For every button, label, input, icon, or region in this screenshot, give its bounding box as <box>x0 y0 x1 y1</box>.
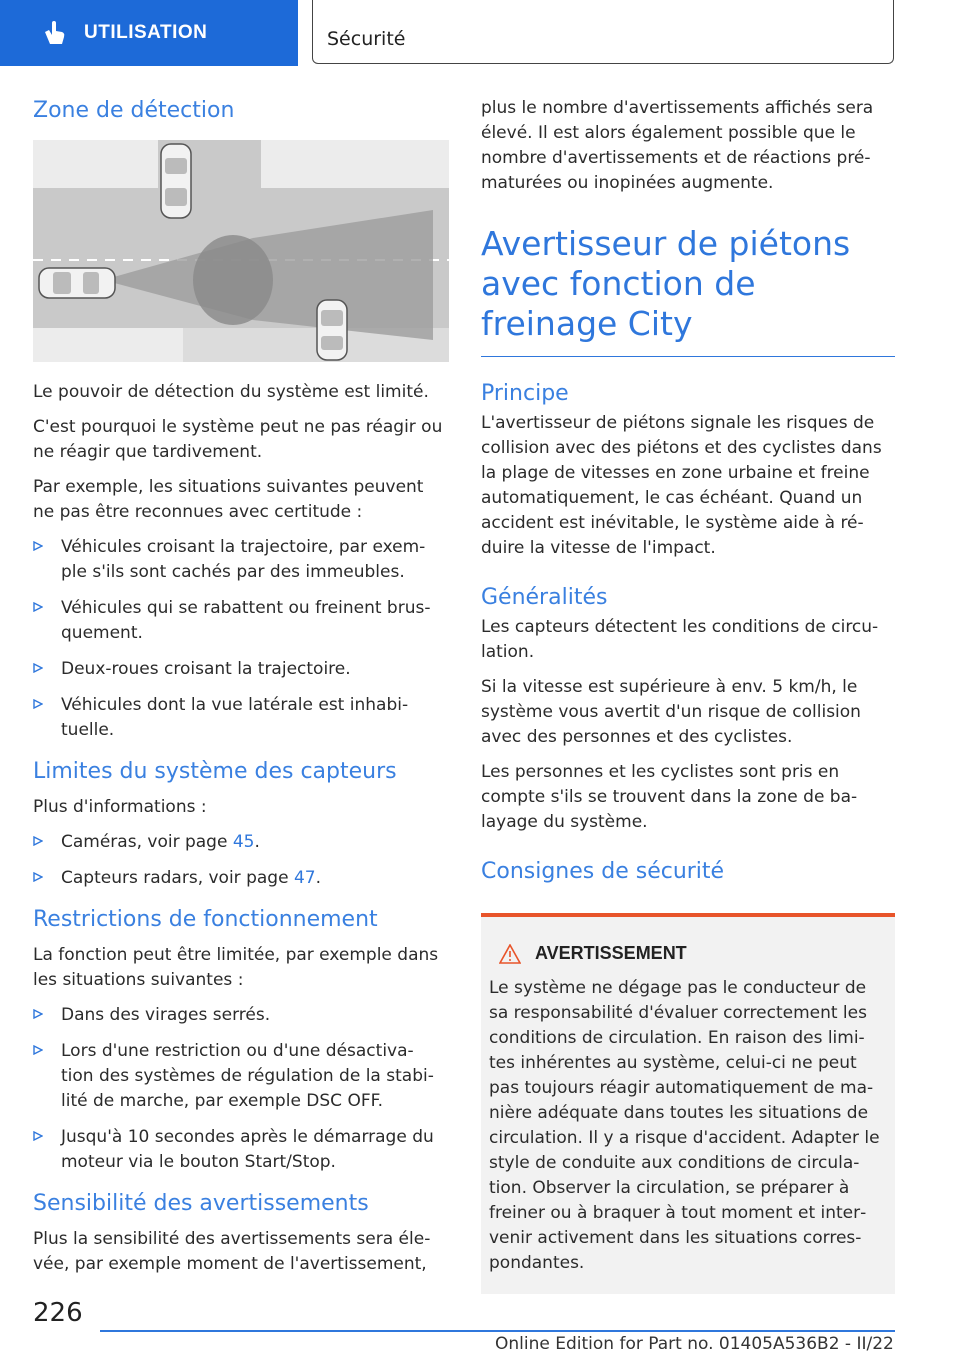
safety-title: Consignes de sécurité <box>481 859 725 884</box>
list-item: Véhicules croisant la trajectoire, par exem‐ ple s'ils sont cachés par des immeubles. <box>33 535 449 585</box>
triangle-bullet-icon <box>33 1131 43 1141</box>
section-label: Sécurité <box>327 28 406 50</box>
list-item: Lors d'une restriction ou d'une désactiva‐ tion des systèmes de régulation de la stabi‐ lité de marche, par exemple DSC OFF. <box>33 1039 449 1114</box>
situations-list <box>33 535 449 743</box>
triangle-bullet-icon <box>33 699 43 709</box>
left-column <box>33 96 449 1287</box>
triangle-bullet-icon <box>33 836 43 846</box>
page-link-45[interactable]: 45 <box>232 832 255 852</box>
triangle-bullet-icon <box>33 602 43 612</box>
triangle-bullet-icon <box>33 1045 43 1055</box>
warning-triangle-icon <box>499 944 521 964</box>
chapter-label: UTILISATION <box>84 22 208 43</box>
triangle-bullet-icon <box>33 541 43 551</box>
paragraph: Plus la sensibilité des avertissements sera éle‐ vée, par exemple moment de l'avertissement, <box>33 1229 431 1274</box>
paragraph: Les personnes et les cyclistes sont pris en compte s'ils se trouvent dans la zone de ba‐ layage du système. <box>481 762 858 832</box>
list-item: Caméras, voir page 45. <box>33 830 449 855</box>
zone-title: Zone de détection <box>33 98 235 123</box>
page-number: 226 <box>33 1298 83 1328</box>
list-item: Dans des virages serrés. <box>33 1003 449 1028</box>
car-bottom <box>317 300 347 360</box>
restrictions-title: Restrictions de fonctionnement <box>33 907 378 932</box>
paragraph: Plus d'informations : <box>33 797 207 817</box>
principe-title: Principe <box>481 381 569 406</box>
sensitivity-title: Sensibilité des avertissements <box>33 1191 369 1216</box>
hand-pointer-icon <box>40 19 68 47</box>
detection-zone-diagram <box>33 140 449 362</box>
footer-edition: Online Edition for Part no. 01405A536B2 - II/22 <box>495 1334 894 1354</box>
list-item: Jusqu'à 10 secondes après le démarrage du moteur via le bouton Start/Stop. <box>33 1125 449 1175</box>
car-top <box>161 144 191 218</box>
paragraph: Si la vitesse est supérieure à env. 5 km/h, le système vous avertit d'un risque de collision avec des personnes et des cyclistes. <box>481 677 861 747</box>
list-item: Véhicules dont la vue latérale est inhabi‐ tuelle. <box>33 693 449 743</box>
paragraph: Les capteurs détectent les conditions de circu‐ lation. <box>481 617 879 662</box>
restrictions-list <box>33 1003 449 1175</box>
list-item: Véhicules qui se rabattent ou freinent brus‐ quement. <box>33 596 449 646</box>
list-item: Capteurs radars, voir page 47. <box>33 866 449 891</box>
paragraph: Par exemple, les situations suivantes peuvent ne pas être reconnues avec certitude : <box>33 477 424 522</box>
limits-title: Limites du système des capteurs <box>33 759 397 784</box>
list-item: Deux-roues croisant la trajectoire. <box>33 657 449 682</box>
warning-title: AVERTISSEMENT <box>535 943 687 963</box>
section-header <box>312 0 894 64</box>
triangle-bullet-icon <box>33 663 43 673</box>
general-title: Généralités <box>481 585 608 610</box>
paragraph: L'avertisseur de piétons signale les risques de collision avec des piétons et des cyclistes dans la plage de vitesses en zone urbaine et freine automatiquement, le cas échéant. Quand un accident est inévitable, le système aide à ré‐ duire la vitesse de l'impact. <box>481 413 882 558</box>
footer-divider <box>100 1330 895 1332</box>
warning-text: Le système ne dégage pas le conducteur de sa responsabilité d'évaluer correctement les conditions de circulation. En raison des limi‐ tes inhérentes au système, celui-ci ne peut pas toujours réagir automatiquement de ma‐ nière adéquate dans toutes les situations de circulation. Il y a risque d'accident. Adapter le style de conduite aux conditions de circula‐ tion. Observer la circulation, se préparer à freiner ou à braquer à tout moment et inter‐ venir activement dans les situations corres‐ pondantes. <box>489 978 880 1273</box>
page-link-47[interactable]: 47 <box>293 868 316 888</box>
triangle-bullet-icon <box>33 1009 43 1019</box>
paragraph: Le pouvoir de détection du système est limité. <box>33 382 429 402</box>
car-left <box>39 268 115 298</box>
chapter-tab <box>0 0 298 66</box>
limits-list <box>33 830 449 891</box>
warning-header <box>499 941 885 966</box>
paragraph: C'est pourquoi le système peut ne pas réagir ou ne réagir que tardivement. <box>33 417 443 462</box>
triangle-bullet-icon <box>33 872 43 882</box>
warning-box <box>481 913 895 1294</box>
right-column <box>481 96 895 1294</box>
main-section-title: Avertisseur de piétons avec fonction de freinage City <box>481 224 895 357</box>
paragraph: plus le nombre d'avertissements affichés sera élevé. Il est alors également possible que le nombre d'avertissements et de réactions pré‐ maturées ou inopinées augmente. <box>481 98 874 193</box>
paragraph: La fonction peut être limitée, par exemple dans les situations suivantes : <box>33 945 439 990</box>
